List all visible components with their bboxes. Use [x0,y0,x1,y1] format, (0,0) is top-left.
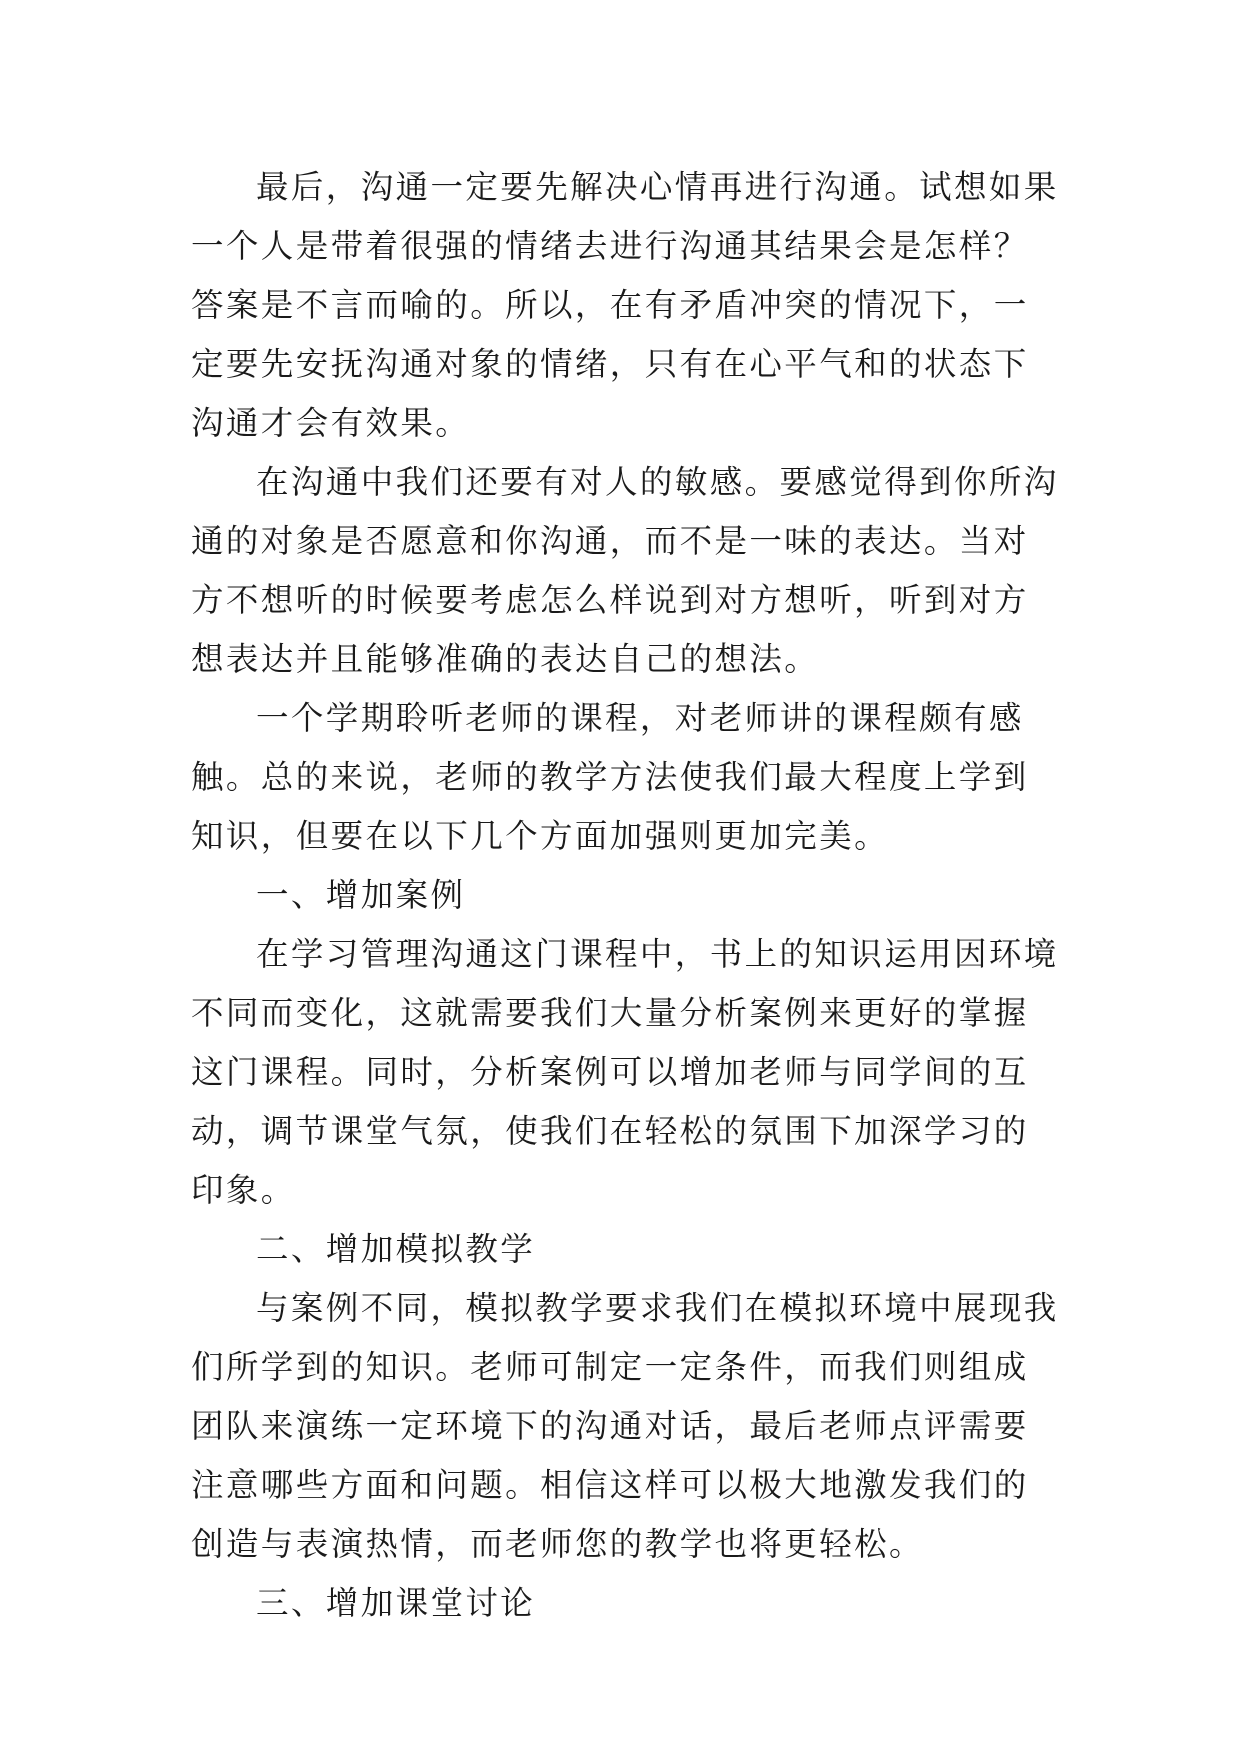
paragraph-simulation: 与案例不同，模拟教学要求我们在模拟环境中展现我们所学到的知识。老师可制定一定条件，而我们则组成团队来演练一定环境下的沟通对话，最后老师点评需要注意哪些方面和问题。相信这样可以极大地激发我们的创造与表演热情，而老师您的教学也将更轻松。 [191,1289,1059,1563]
paragraph-communication-mood: 最后，沟通一定要先解决心情再进行沟通。试想如果一个人是带着很强的情绪去进行沟通其结果会是怎样？答案是不言而喻的。所以，在有矛盾冲突的情况下，一定要先安抚沟通对象的情绪，只有在心平气和的状态下沟通才会有效果。 [191,168,1059,442]
paragraph-sensitivity: 在沟通中我们还要有对人的敏感。要感觉得到你所沟通的对象是否愿意和你沟通，而不是一味的表达。当对方不想听的时候要考虑怎么样说到对方想听，听到对方想表达并且能够准确的表达自己的想法。 [191,463,1059,678]
paragraph-cases: 在学习管理沟通这门课程中，书上的知识运用因环境不同而变化，这就需要我们大量分析案例来更好的掌握这门课程。同时，分析案例可以增加老师与同学间的互动，调节课堂气氛，使我们在轻松的氛围下加深学习的印象。 [191,935,1059,1209]
heading-simulation-teaching: 二、增加模拟教学 [256,1230,536,1268]
heading-class-discussion: 三、增加课堂讨论 [256,1584,536,1622]
heading-add-cases: 一、增加案例 [256,876,466,914]
paragraph-course-feedback: 一个学期聆听老师的课程，对老师讲的课程颇有感触。总的来说，老师的教学方法使我们最大程度上学到知识，但要在以下几个方面加强则更加完美。 [191,699,1029,855]
document-body [191,158,1061,1633]
